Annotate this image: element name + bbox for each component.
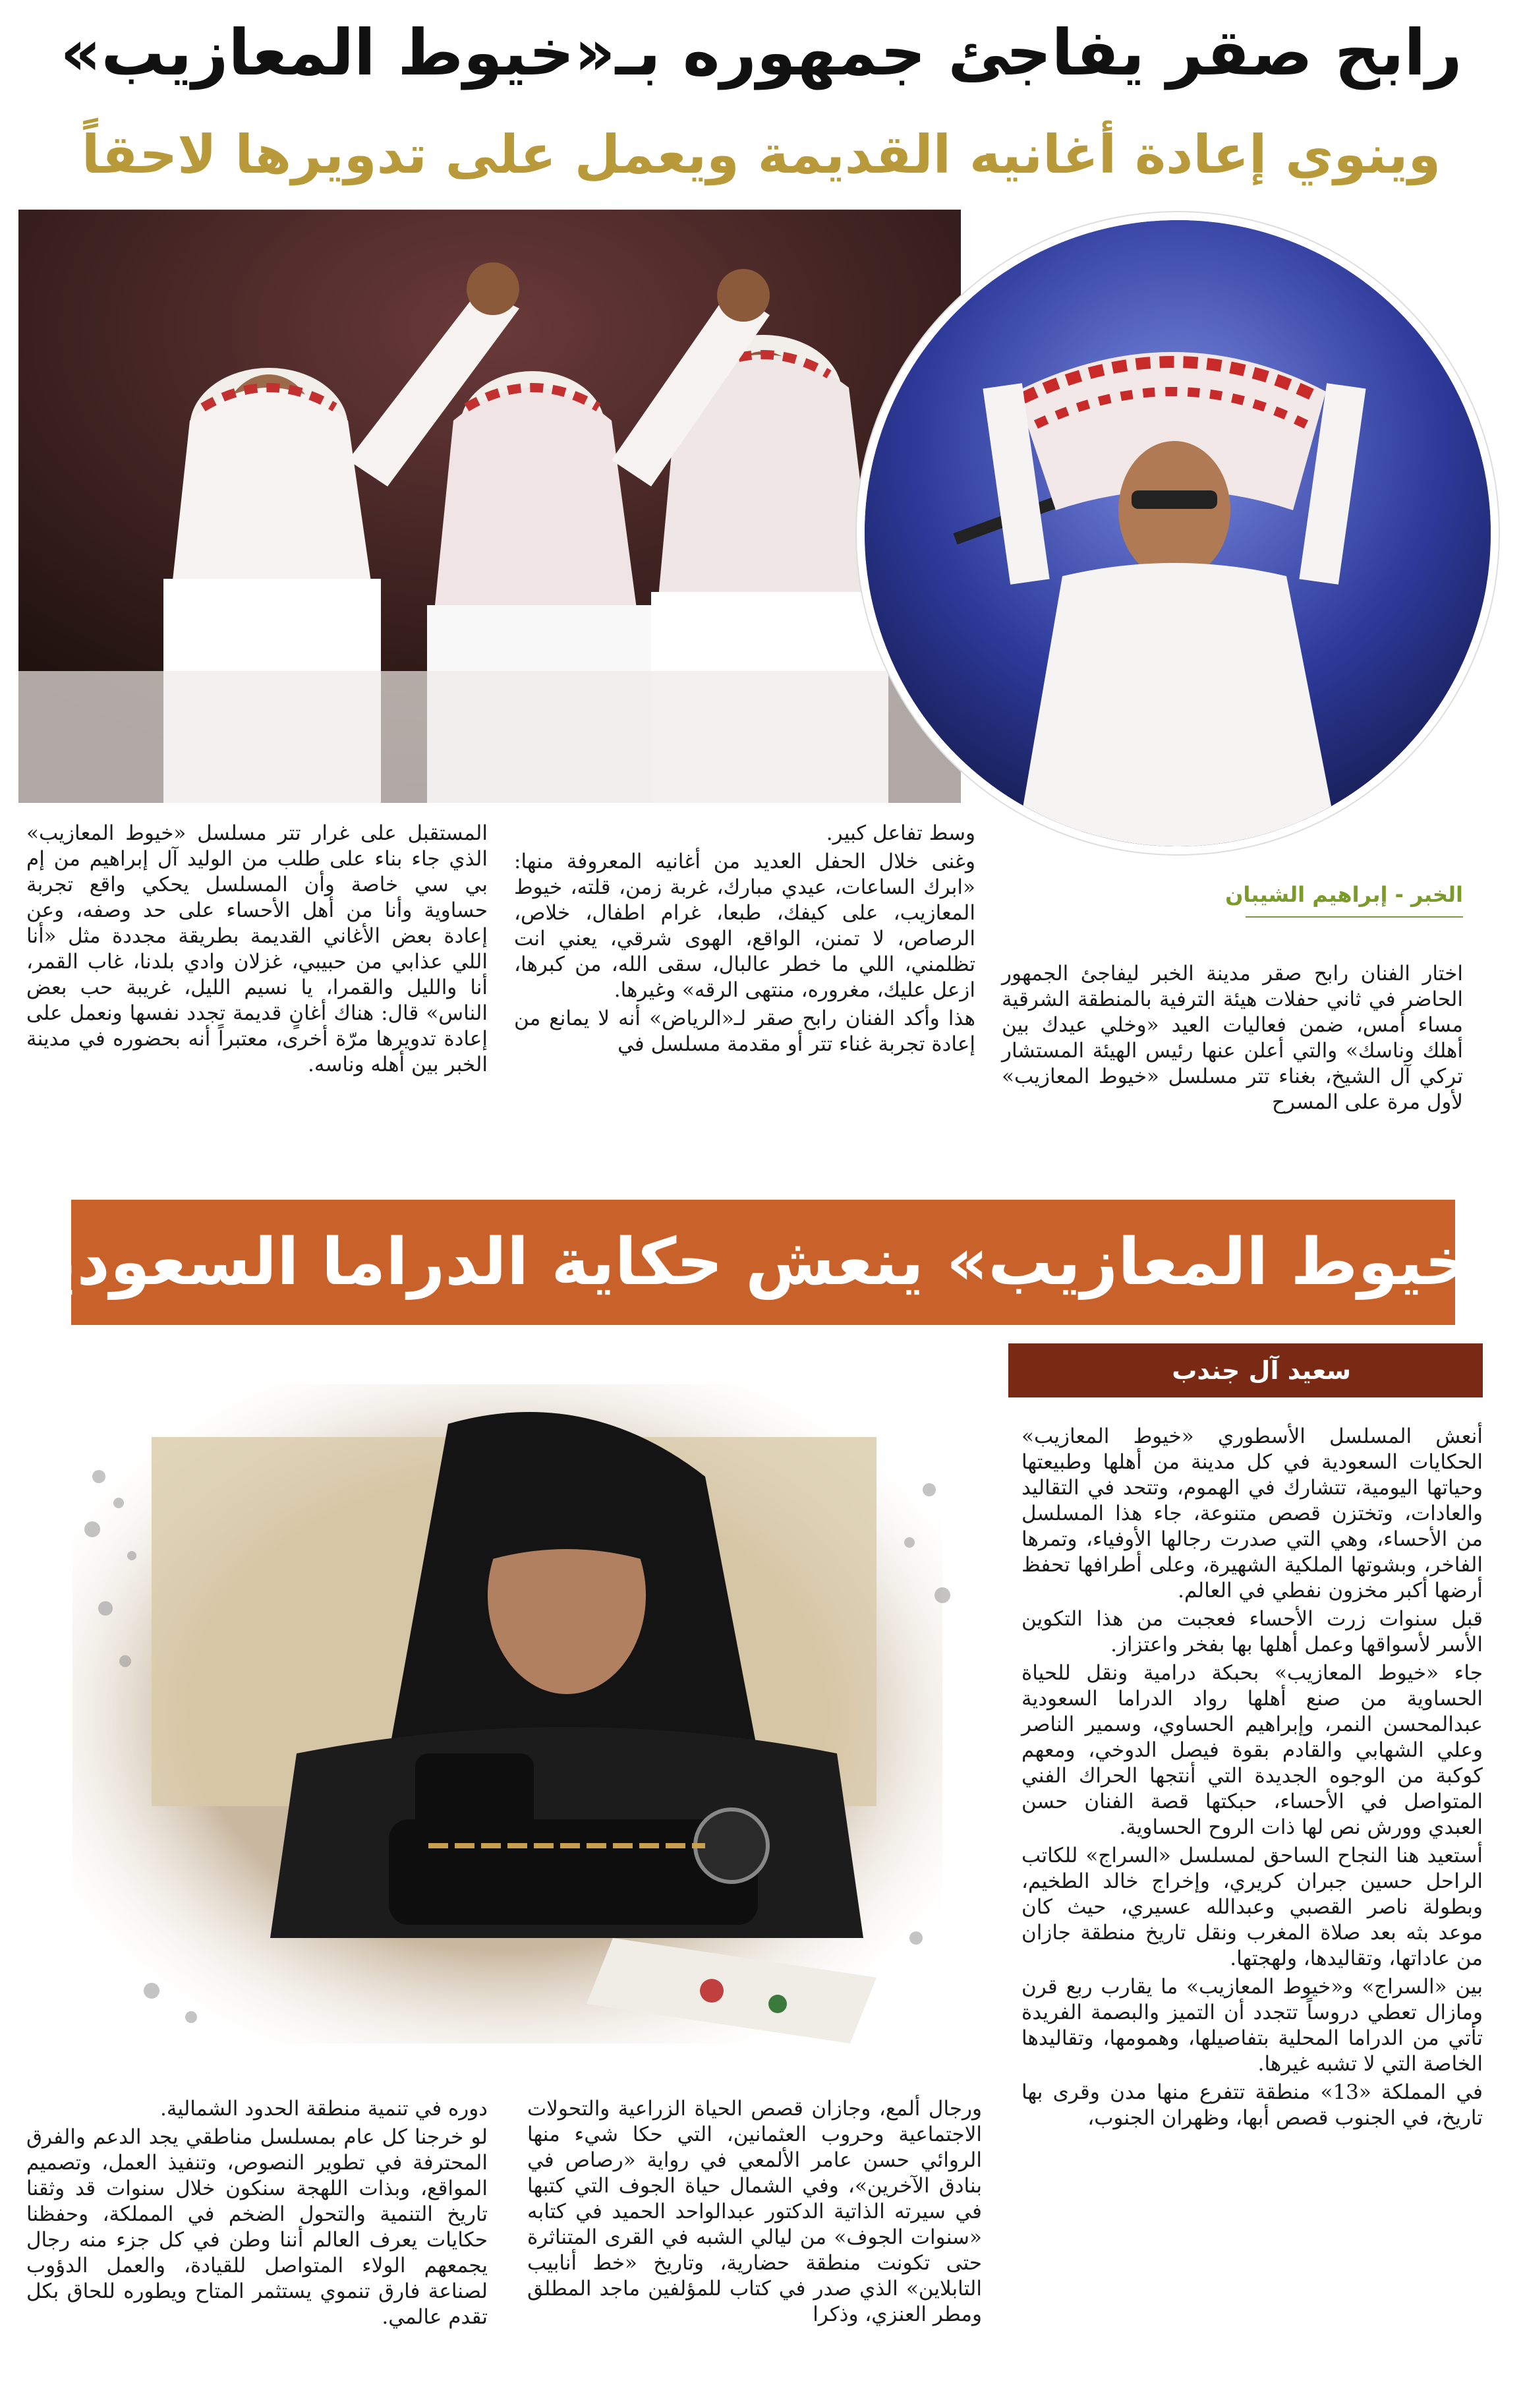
paragraph: وغنى خلال الحفل العديد من أغانيه المعروفة منها: «ابرك الساعات، عيدي مبارك، غربة زمن، قلته، خيوط المعازيب، على كيفك، طبعا، غرام اطفال، خلاص، الرصاص، لا تمنن، الواقع، الهوى شرقي، يعني انت تظلمني، اللي ما خطر عالبال، سقى الله، من كبرها، ازعل عليك، مغروره، منتهى الرقه» وغيرها. <box>514 850 975 1002</box>
article2-col-left <box>26 2096 488 2333</box>
paragraph: أنعش المسلسل الأسطوري «خيوط المعازيب» الحكايات السعودية في كل مدينة من أهلها وطبيعتها وحياتها اليومية، تتشارك في الهموم، وتتحد في التقاليد والعادات، وتختزن قصص متنوعة، جاء هذا المسلسل من الأحساء، وهي التي صدرت رجالها الأوفياء، وتمرها الفاخر، وبشوتها الملكية الشهيرة، وعلى أطرافها تحفظ أرضها أكبر مخزون نفطي في العالم. <box>1021 1424 1483 1602</box>
paragraph: وسط تفاعل كبير. <box>826 821 975 845</box>
byline-divider <box>1246 916 1463 918</box>
singer-photo <box>857 212 1499 854</box>
singer-photo-illustration <box>865 220 1491 846</box>
banner-title: «خيوط المعازيب» ينعش حكاية الدراما السعودية <box>13 1225 1513 1300</box>
author-name: سعيد آل جندب <box>1172 1356 1351 1385</box>
article2-col-right <box>1021 1424 1483 2134</box>
paragraph: ورجال ألمع، وجازان قصص الحياة الزراعية والتحولات الاجتماعية وحروب العثمانين، التي حكا شيء منها الروائي حسن عامر الألمعي في رواية «رصاص في بنادق الآخرين»، وفي الشمال حياة الجوف التي كتبها في سيرته الذاتية الدكتور عبدالواحد الحميد في كتابه «سنوات الجوف» من ليالي الشبه في القرى المتناثرة حتى تكونت منطقة حضارية، وتاريخ «خط أنابيب التابلاين» الذي صدر في كتاب للمؤلفين ماجد المطلق ومطر العنزي، وذكرا <box>527 2097 982 2326</box>
author-tag <box>1008 1343 1483 1397</box>
article2-banner <box>13 1200 1513 1325</box>
article1-col-left <box>26 821 488 1080</box>
paragraph: لو خرجنا كل عام بمسلسل مناطقي يجد الدعم والفرق المحترفة في تطوير النصوص، وتنفيذ العمل، وتصميم المواقع، وبذات اللهجة سنكون خلال سنوات قد وثقنا تاريخ التنمية والتحول الضخم في المملكة، وحفظنا حكايات يعرف العالم أننا وطن في كل جزء منه رجال يجمعهم الولاء المتواصل للقيادة، والعمل الدؤوب لصناعة فارق تنموي يستثمر المتاح ويطوره للحاق بكل تقدم عالمي. <box>26 2125 488 2329</box>
article1-col-middle <box>514 821 975 1060</box>
sewing-photo-illustration <box>20 1345 995 2083</box>
article1-headline: رابح صقر يفاجئ جمهوره بـ«خيوط المعازيب» <box>60 16 1462 90</box>
paragraph: بين «السراج» و«خيوط المعازيب» ما يقارب ربع قرن ومازال تعطي دروساً تتجدد أن التميز والبصمة الفريدة تأتي من الدراما المحلية بتفاصيلها، وهمومها، وتقاليدها الخاصة التي لا تشبه غيرها. <box>1021 1975 1483 2076</box>
article1-col-right <box>1002 961 1463 1118</box>
paragraph: جاء «خيوط المعازيب» بحبكة درامية ونقل للحياة الحساوية من صنع أهلها رواد الدراما السعودية عبدالمحسن النمر، وإبراهيم الحساوي، وسمير الناصر وعلي الشهابي والقادم بقوة فيصل الدوخي، ومعهم كوكبة من الوجوه الجديدة التي أنتجها الحراك الفني المتواصل في الأحساء، حبكتها قصة الفنان حسن العبدي وورش نص لها ذات الروح الحساوية. <box>1021 1661 1483 1839</box>
paragraph: هذا وأكد الفنان رابح صقر لـ«الرياض» أنه لا يمانع من إعادة تجربة غناء تتر أو مقدمة مسلسل في <box>514 1007 975 1056</box>
paragraph: أستعيد هنا النجاح الساحق لمسلسل «السراج» للكاتب الراحل حسين جبران كريري، وإخراج خالد الطخيم، وبطولة ناصر القصبي وعبدالله عسيري، حيث كان موعد بثه بعد صلاة المغرب ونقل تاريخ منطقة جازان من عاداتها، وتقاليدها، ولهجتها. <box>1021 1844 1483 1970</box>
article2-col-middle <box>527 2096 982 2330</box>
paragraph: قبل سنوات زرت الأحساء فعجبت من هذا التكوين الأسر لأسواقها وعمل أهلها بها بفخر واعتزاز. <box>1021 1607 1483 1657</box>
paragraph: اختار الفنان رابح صقر مدينة الخبر ليفاجئ الجمهور الحاضر في ثاني حفلات هيئة الترفية بالمنطقة الشرقية مساء أمس، ضمن فعاليات العيد «وخلي عيدك بين أهلك وناسك» والتي أعلن عنها رئيس الهيئة المستشار تركي آل الشيخ، بغناء تتر مسلسل «خيوط المعازيب» لأول مرة على المسرح <box>1002 962 1463 1114</box>
paragraph: المستقبل على غرار تتر مسلسل «خيوط المعازيب» الذي جاء بناء على طلب من الوليد آل إبراهيم من إم بي سي خاصة وأن المسلسل يحكي واقع تجربة حساوية وأنا من أهل الأحساء على حد وصفه، وعن إعادة بعض الأغاني القديمة بطريقة مجددة مثل «أنا اللي عذابي من حبيبي، غزلان وادي بلدنا، غاب القمر، أنا والليل والقمرا، يا نسيم الليل، غريبة حب بعض الناس» قال: هناك أغانٍ قديمة تجدد نفسها ونعمل على إعادة تدويرها مرّة أخرى، معتبراً أنه بحضوره في مدينة الخبر بين أهله وناسه. <box>26 821 488 1076</box>
sewing-photo <box>20 1345 995 2083</box>
byline-text: الخبر - إبراهيم الشيبان <box>1225 882 1463 907</box>
crowd-photo-illustration <box>18 210 961 803</box>
crowd-photo <box>18 210 961 803</box>
paragraph: في المملكة «13» منطقة تتفرع منها مدن وقرى بها تاريخ، في الجنوب قصص أبها، وظهران الجنوب، <box>1021 2080 1483 2130</box>
paragraph: دوره في تنمية منطقة الحدود الشمالية. <box>160 2097 488 2121</box>
article1-subheadline: وينوي إعادة أغانيه القديمة ويعمل على تدويرها لاحقاً <box>81 124 1441 185</box>
article1-byline <box>1002 882 1463 918</box>
